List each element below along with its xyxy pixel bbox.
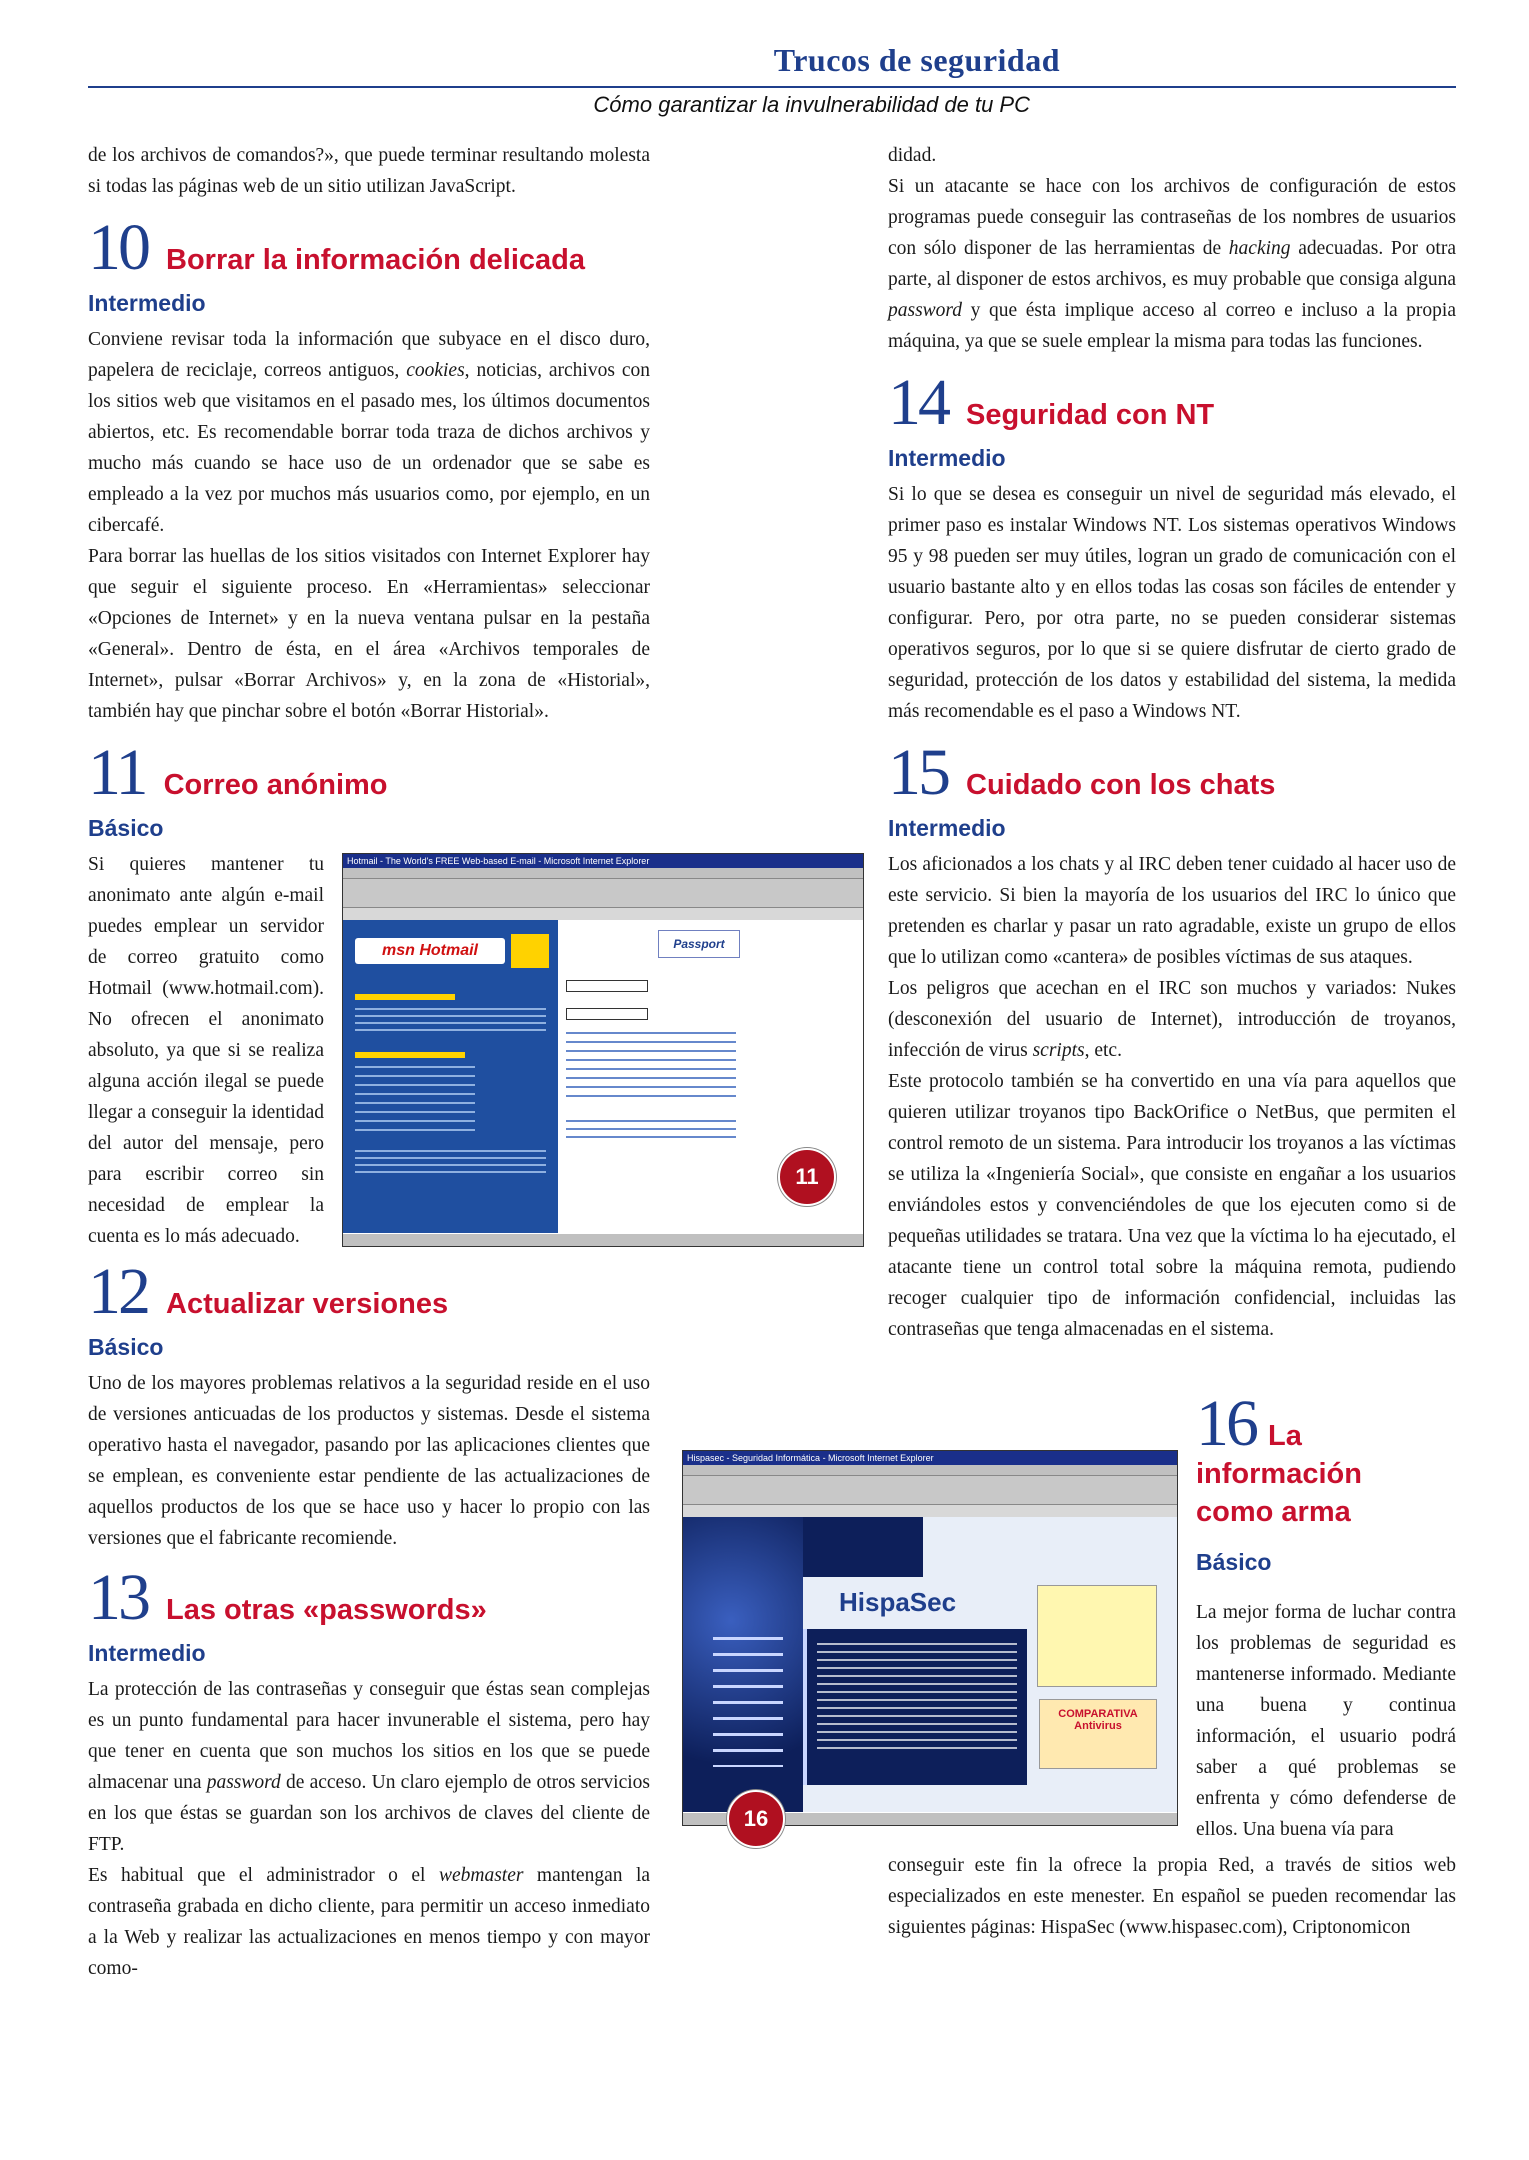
hispasec-screenshot <box>682 1450 1178 1826</box>
hotmail-sidebar <box>343 920 558 1234</box>
section-title: Borrar la información delicada <box>166 244 586 276</box>
level-label: Intermedio <box>88 290 206 316</box>
intro-paragraph: de los archivos de comandos?», que puede terminar resultando molesta si todas las páginas web de un sitio utilizan JavaScript. <box>88 145 650 197</box>
menu-bar <box>683 1465 1177 1476</box>
section-title: Las otras «passwords» <box>166 1594 487 1626</box>
paragraph: Conviene revisar toda la información que subyace en el disco duro, papelera de reciclaje, correos antiguos, cookies, noticias, archivos con los sitios web que visitamos en el pasado mes, los últimos documentos abiertos, etc. Es recomendable borrar toda traza de dichos archivos y mucho más cuando se hace uso de un ordenador que se sabe es empleado a la vez por muchos más usuarios como, por ejemplo, en un cibercafé. <box>88 329 650 536</box>
section-number: 12 <box>88 1255 148 1328</box>
running-subtitle: Cómo garantizar la invulnerabilidad de tu PC <box>593 92 1030 117</box>
paragraph: Este protocolo también se ha convertido en una vía para aquellos que quieren utilizar troyanos tipo BackOrifice o NetBus, que permiten el control remoto de un sistema. Para introducir los troyanos a las víctimas se utiliza la «Ingeniería Social», que consiste en engañar a los usuarios enviándoles estos y convenciéndoles de que los ejecuten como si de pequeñas utilidades se tratara. Una vez que la víctima lo ha ejecutado, el atacante tiene un control total sobre la máquina remota, pudiendo recoger cualquier tipo de información confidencial, incluidas las contraseñas que tenga almacenadas en el sistema. <box>888 1071 1456 1340</box>
figure-badge-16: 16 <box>727 1790 785 1848</box>
paragraph: Los peligros que acechan en el IRC son muchos y variados: Nukes (desconexión del usuario de Internet), introducción de troyanos, infección de virus scripts, etc. <box>888 978 1456 1061</box>
figure-badge-11: 11 <box>778 1148 836 1206</box>
paragraph: Es habitual que el administrador o el webmaster mantengan la contraseña grabada en dicho cliente, para permitir un acceso inmediato a la Web y realizar las actualizaciones en menos tiempo y con mayor como- <box>88 1865 651 1979</box>
paragraph: La protección de las contraseñas y conseguir que éstas sean complejas es un punto fundamental para hacer invunerable el sistema, pero hay que tener en cuenta que son muchos los sitios en los que se puede almacenar una password de acceso. Un claro ejemplo de otros servicios en los que éstas se guardan son los archivos de claves del cliente de FTP. <box>88 1679 651 1855</box>
paragraph: Si quieres mantener tu anonimato ante algún e-mail puedes emplear un servidor de correo gratuito como Hotmail (www.hotmail.com). No ofrecen el anonimato absoluto, ya que si se realiza alguna acción ilegal se puede llegar a conseguir la identidad del autor del mensaje, pero para escribir correo sin necesidad de emplear la cuenta es lo más adecuado. <box>88 854 324 1247</box>
paragraph: Si un atacante se hace con los archivos de configuración de estos programas puede conseguir las contraseñas de los nombres de usuarios con sólo disponer de las herramientas de hacking adecuadas. Por otra parte, al disponer de estos archivos, es muy probable que consiga alguna password y que ésta implique acceso al correo e incluso a la propia máquina, ya que se suele emplear la misma para todas las funciones. <box>888 176 1456 352</box>
level-label: Básico <box>1196 1549 1272 1575</box>
nav-menu <box>713 1637 783 1767</box>
login-text <box>566 1032 736 1102</box>
paragraph: Para borrar las huellas de los sitios visitados con Internet Explorer hay que seguir el siguiente proceso. En «Herramientas» seleccionar «Opciones de Internet» y en la nueva ventana pulsar en la pestaña «General». Dentro de ésta, en el área «Archivos temporales de Internet», pulsar «Borrar Archivos» y, en la zona de «Historial», también hay que pinchar sobre el botón «Borrar Historial». <box>88 546 650 722</box>
level-label: Básico <box>88 1334 164 1360</box>
section-15-heading <box>888 736 1456 809</box>
section-number: 10 <box>88 211 148 284</box>
window-title: Hotmail - The World's FREE Web-based E-mail - Microsoft Internet Explorer <box>343 854 863 868</box>
sidebar-text-block <box>355 1008 546 1034</box>
hotmail-badge-yellow <box>511 934 549 968</box>
right-column <box>888 140 1456 1345</box>
section-number: 11 <box>88 736 146 809</box>
section-16-block <box>1196 1387 1456 1845</box>
hispasec-nav <box>683 1517 803 1813</box>
section-title-line: como arma <box>1196 1496 1351 1528</box>
menu-bar <box>343 868 863 879</box>
taskbar <box>343 1233 863 1246</box>
section-number: 13 <box>88 1561 148 1634</box>
section-number: 16 <box>1196 1387 1256 1460</box>
section-14-heading <box>888 366 1456 439</box>
paragraph: Si lo que se desea es conseguir un nivel de seguridad más elevado, el primer paso es instalar Windows NT. Los sistemas operativos Windows 95 y 98 pueden ser muy útiles, logran un grado de comunicación con el usuario bastante alto y en ellos todas las cosas son fáciles de entender y configurar. Pero, por otra parte, no se pueden considerar sistemas operativos seguros, por lo que si se quiere disfrutar de cierto grado de seguridad, protección de los datos y estabilidad del sistema, la medida más recomendable es el paso a Windows NT. <box>888 484 1456 722</box>
paragraph: Uno de los mayores problemas relativos a la seguridad reside en el uso de versiones anticuadas de los productos y sistemas. Desde el sistema operativo hasta el navegador, pasando por las aplicaciones clientes que se emplean, es conveniente estar pendiente de las actualizaciones de aquellos productos de los que se hace uso y hacer lo propio con las versiones que el fabricante recomiende. <box>88 1373 650 1549</box>
news-text <box>817 1643 1017 1753</box>
running-title: Trucos de seguridad <box>773 42 1060 78</box>
paragraph: La mejor forma de luchar contra los problemas de seguridad es mantenerse informado. Mediante una buena y continua información, el usuario podrá saber a qué problemas se enfrenta y cómo defenderse de ellos. Una buena vía para <box>1196 1602 1456 1840</box>
level-label: Intermedio <box>888 815 1006 841</box>
hispasec-logo: HispaSec <box>839 1587 957 1617</box>
section-16-continued <box>888 1850 1456 1943</box>
hispasec-topmenu <box>803 1517 923 1577</box>
left-column-continued <box>88 1254 650 1984</box>
login-field <box>566 980 648 992</box>
sidebar-text-block <box>355 1066 475 1136</box>
level-label: Básico <box>88 815 164 841</box>
hotmail-logo: msn Hotmail <box>355 938 505 964</box>
sidebar-text-block <box>355 994 455 1000</box>
toolbar <box>343 879 863 908</box>
section-13-heading <box>88 1561 650 1634</box>
header-rule <box>88 86 1456 88</box>
section-10-heading <box>88 211 650 284</box>
section-11-heading <box>88 736 650 809</box>
paragraph: conseguir este fin la ofrece la propia Red, a través de sitios web especializados en este menester. En español se pueden recomendar las siguientes páginas: HispaSec (www.hispasec.com), Criptonomicon <box>888 1855 1456 1938</box>
hispasec-main <box>803 1517 1177 1813</box>
section-number: 14 <box>888 366 948 439</box>
login-text <box>566 1120 736 1140</box>
section-16-heading <box>1196 1387 1456 1533</box>
section-title: Cuidado con los chats <box>966 769 1276 801</box>
window-title: Hispasec - Seguridad Informática - Microsoft Internet Explorer <box>683 1451 1177 1465</box>
section-title: La <box>1268 1420 1302 1452</box>
section-title: Seguridad con NT <box>966 399 1215 431</box>
paragraph: Los aficionados a los chats y al IRC deben tener cuidado al hacer uso de este servicio. Si bien la mayoría de los usuarios del IRC lo único que pretenden es charlar y pasar un rato agradable, existe un grupo de ellos que lo utilizan como «cantera» de posibles víctimas de sus ataques. <box>888 854 1456 968</box>
level-label: Intermedio <box>88 1640 206 1666</box>
section-number: 15 <box>888 736 948 809</box>
sidebar-text-block <box>355 1052 465 1058</box>
section-title: Correo anónimo <box>163 769 388 801</box>
level-label: Intermedio <box>888 445 1006 471</box>
passport-logo: Passport <box>658 930 740 958</box>
ad-box-yellow <box>1037 1585 1157 1687</box>
toolbar <box>683 1476 1177 1505</box>
login-field <box>566 1008 648 1020</box>
news-panel <box>803 1629 1027 1785</box>
continuation-text: didad. <box>888 145 937 166</box>
sidebar-text-block <box>355 1150 546 1176</box>
section-title-line: información <box>1196 1458 1362 1490</box>
section-title: Actualizar versiones <box>166 1288 449 1320</box>
antivirus-ad: COMPARATIVA Antivirus <box>1039 1699 1157 1769</box>
section-12-heading <box>88 1255 650 1328</box>
